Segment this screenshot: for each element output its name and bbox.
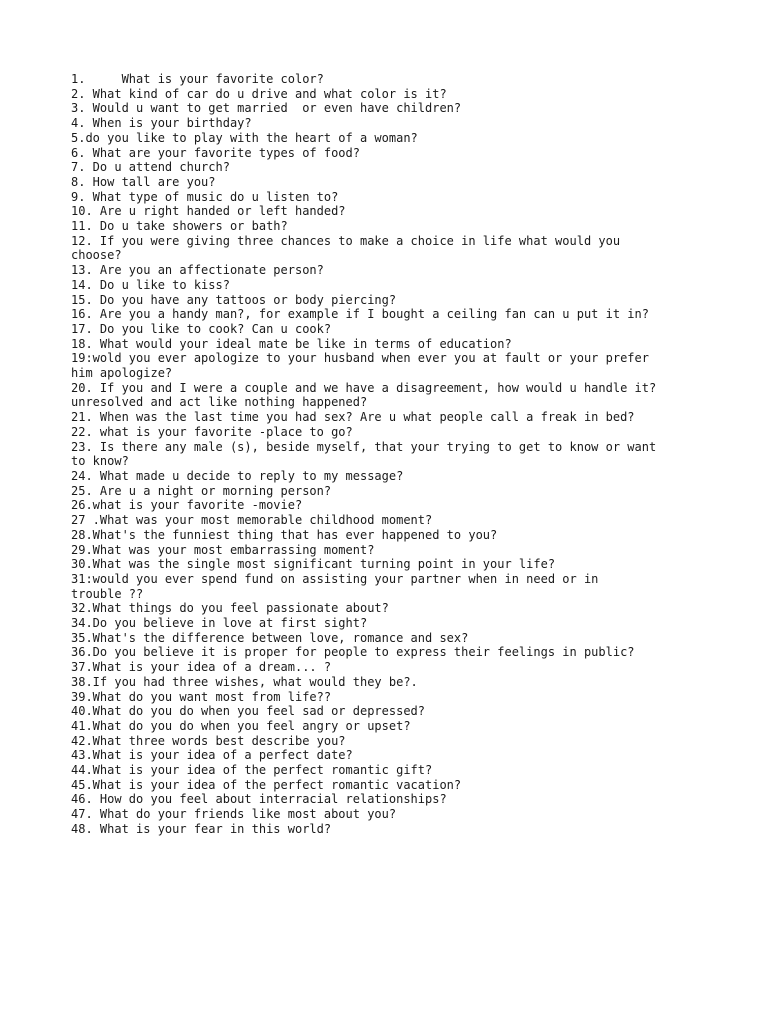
question-line: 35.What's the difference between love, romance and sex? bbox=[71, 630, 469, 645]
question-line: 32.What things do you feel passionate about? bbox=[71, 601, 389, 616]
question-line: unresolved and act like nothing happened? bbox=[71, 395, 368, 410]
question-line: 36.Do you believe it is proper for people to express their feelings in public? bbox=[71, 645, 635, 660]
question-line: 21. When was the last time you had sex? Are u what people call a freak in bed? bbox=[71, 410, 635, 425]
question-line: 34.Do you believe in love at first sight? bbox=[71, 616, 368, 631]
question-line: 9. What type of music do u listen to? bbox=[71, 189, 339, 204]
question-line: 5.do you like to play with the heart of a woman? bbox=[71, 130, 418, 145]
question-line: 39.What do you want most from life?? bbox=[71, 689, 332, 704]
question-line: 12. If you were giving three chances to make a choice in life what would you bbox=[71, 233, 621, 248]
question-line: 27 .What was your most memorable childhood moment? bbox=[71, 513, 433, 528]
question-line: 16. Are you a handy man?, for example if I bought a ceiling fan can u put it in? bbox=[71, 307, 649, 322]
question-line: 18. What would your ideal mate be like in terms of education? bbox=[71, 336, 512, 351]
question-line: him apologize? bbox=[71, 366, 173, 381]
question-line: 10. Are u right handed or left handed? bbox=[71, 204, 346, 219]
question-line: choose? bbox=[71, 248, 122, 263]
question-line: 45.What is your idea of the perfect romantic vacation? bbox=[71, 777, 462, 792]
question-line: 43.What is your idea of a perfect date? bbox=[71, 748, 353, 763]
question-line: trouble ?? bbox=[71, 586, 144, 601]
question-line: 23. Is there any male (s), beside myself, that your trying to get to know or want bbox=[71, 439, 657, 454]
question-line: 19:wold you ever apologize to your husband when ever you at fault or your prefer bbox=[71, 351, 649, 366]
question-line: 28.What's the funniest thing that has ever happened to you? bbox=[71, 527, 498, 542]
question-line: 25. Are u a night or morning person? bbox=[71, 483, 332, 498]
question-line: 48. What is your fear in this world? bbox=[71, 821, 332, 836]
question-line: 4. When is your birthday? bbox=[71, 116, 252, 131]
question-line: 20. If you and I were a couple and we have a disagreement, how would u handle it? bbox=[71, 380, 657, 395]
question-line: 6. What are your favorite types of food? bbox=[71, 145, 360, 160]
question-line: 31:would you ever spend fund on assisting your partner when in need or in bbox=[71, 571, 599, 586]
question-line: 3. Would u want to get married or even have children? bbox=[71, 101, 462, 116]
question-line: 7. Do u attend church? bbox=[71, 160, 230, 175]
question-line: 22. what is your favorite -place to go? bbox=[71, 424, 353, 439]
question-line: 44.What is your idea of the perfect romantic gift? bbox=[71, 763, 433, 778]
question-line: 26.what is your favorite -movie? bbox=[71, 498, 303, 513]
question-line: 29.What was your most embarrassing moment? bbox=[71, 542, 375, 557]
question-line: 37.What is your idea of a dream... ? bbox=[71, 660, 332, 675]
question-line: 1. What is your favorite color? bbox=[71, 72, 324, 86]
question-line: 38.If you had three wishes, what would they be?. bbox=[71, 674, 418, 689]
question-line: 41.What do you do when you feel angry or upset? bbox=[71, 718, 411, 733]
question-line: 40.What do you do when you feel sad or depressed? bbox=[71, 704, 426, 719]
question-line: 42.What three words best describe you? bbox=[71, 733, 346, 748]
question-list bbox=[71, 72, 691, 837]
question-line: 11. Do u take showers or bath? bbox=[71, 219, 288, 234]
question-line: 46. How do you feel about interracial relationships? bbox=[71, 792, 447, 807]
document-page bbox=[71, 72, 691, 837]
question-line: 2. What kind of car do u drive and what color is it? bbox=[71, 86, 447, 101]
question-line: 14. Do u like to kiss? bbox=[71, 277, 230, 292]
question-line: 17. Do you like to cook? Can u cook? bbox=[71, 321, 332, 336]
question-line: 15. Do you have any tattoos or body piercing? bbox=[71, 292, 397, 307]
question-line: to know? bbox=[71, 454, 129, 469]
question-line: 8. How tall are you? bbox=[71, 174, 216, 189]
question-line: 47. What do your friends like most about you? bbox=[71, 807, 397, 822]
question-line: 13. Are you an affectionate person? bbox=[71, 263, 324, 278]
question-line: 30.What was the single most significant turning point in your life? bbox=[71, 557, 556, 572]
question-line: 24. What made u decide to reply to my message? bbox=[71, 468, 404, 483]
